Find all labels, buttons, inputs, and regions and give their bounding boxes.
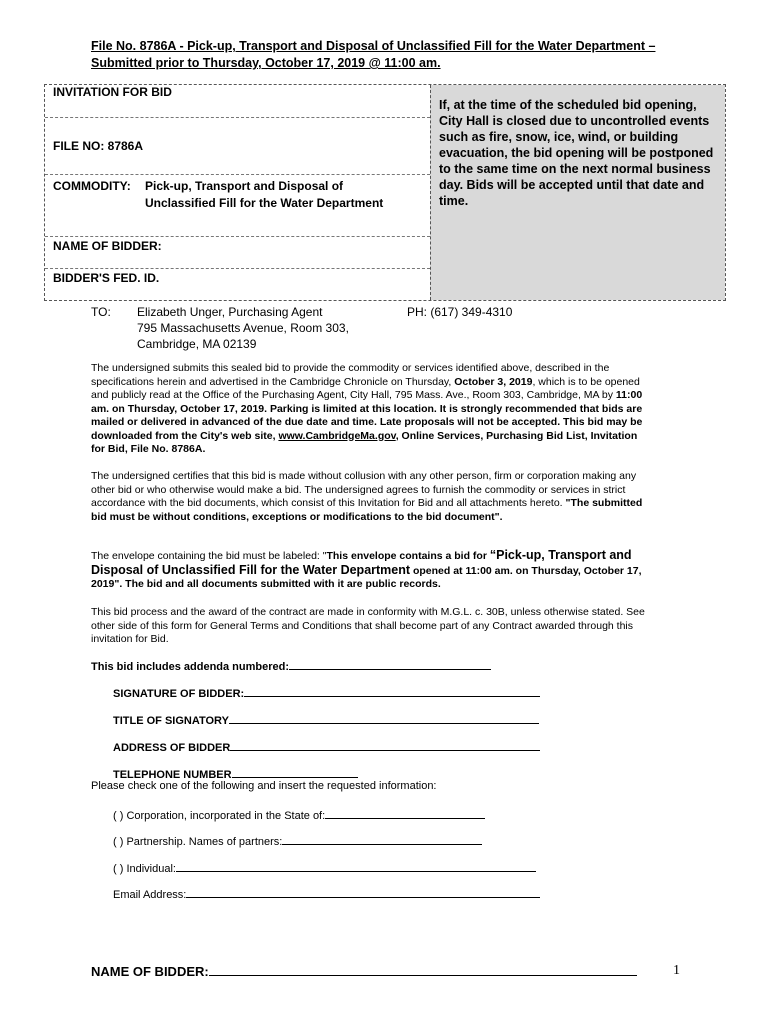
para3-text-1: The envelope containing the bid must be labeled: " [91,550,327,562]
corporation-option[interactable] [113,807,485,822]
address-of-bidder-field[interactable] [113,739,540,754]
email-field[interactable] [113,886,540,901]
telephone-label: TELEPHONE NUMBER [113,769,232,781]
closure-notice: If, at the time of the scheduled bid opening, City Hall is closed due to uncontrolled events such as fire, snow, ice, wind, or building evacuation, the bid opening will be postponed to the same time on the next normal business day. Bids will be accepted until that date and time. [439,98,714,208]
phone-number: PH: (617) 349-4310 [407,305,513,319]
addenda-field[interactable] [91,658,491,673]
paragraph-certification [91,470,651,524]
address-of-bidder-line[interactable] [230,739,540,751]
address-of-bidder-label: ADDRESS OF BIDDER [113,742,231,754]
email-line[interactable] [186,886,540,898]
paragraph-envelope [91,549,651,592]
footer-name-of-bidder[interactable] [91,962,637,979]
partnership-names-line[interactable] [282,833,482,845]
bid-info-box [44,84,726,301]
addenda-label: This bid includes addenda numbered: [91,661,290,673]
commodity-line-1: Pick-up, Transport and Disposal of [145,179,344,193]
commodity-cell [45,175,430,237]
para1-date: October 3, 2019 [454,375,533,388]
individual-line[interactable] [176,860,536,872]
closure-notice-panel [430,85,725,300]
telephone-field[interactable] [113,766,358,781]
title-of-signatory-label: TITLE OF SIGNATORY [113,715,229,727]
name-of-bidder-label: NAME OF BIDDER: [53,239,162,253]
address-lines [137,304,437,352]
para2-text: The undersigned certifies that this bid is made without collusion with any other person, firm or corporation making any other bid or who otherwise would make a bid. The undersigned agrees to furnish the commodity or services in strict accordance with the bid documents, which consist of this Invitation for Bid and all attachments hereto. [91,470,637,509]
address-line-1: Elizabeth Unger, Purchasing Agent [137,305,323,319]
commodity-line-2: Unclassified Fill for the Water Department [145,196,384,210]
para1-text-2: , which is to be opened and publicly read at the Office of the Purchasing Agent, City Hall, 795 Mass. Ave., Room 303, Cambridge, MA by [91,375,640,401]
para3-bold-text-2: opened at 11:00 am. on Thursday, October 17, 2019". The bid and all documents submitted with it are public records. [91,564,642,590]
invitation-cell [45,85,430,117]
para1-text-1: The undersigned submits this sealed bid to provide the commodity or services identified above, described in the specifications herein and advertised in the Cambridge Chronicle on Thursday, [91,362,610,388]
city-website-link[interactable]: www.CambridgeMa.gov [278,429,396,442]
para3-commodity-name: “Pick-up, Transport and Disposal of Unclassified Fill for the Water Department [91,548,632,577]
bid-info-left [45,85,430,300]
individual-label: ( ) Individual: [113,863,176,875]
partnership-option[interactable] [113,833,482,848]
file-no-cell [45,118,430,175]
corporation-state-line[interactable] [325,807,485,819]
fed-id-label: BIDDER'S FED. ID. [53,271,160,285]
addenda-line[interactable] [289,658,491,670]
paragraph-conformity: This bid process and the award of the contract are made in conformity with M.G.L. c. 30B, unless otherwise stated. See other side of this form for General Terms and Conditions that shall become part of any Contract awarded through this invitation for Bid. [91,606,645,645]
check-instruction: Please check one of the following and insert the requested information: [91,780,437,792]
name-of-bidder-cell[interactable] [45,237,430,269]
para1-bold-text-2: , Online Services, Purchasing Bid List, Invitation for Bid, File No. 8786A. [91,429,638,455]
document-title [91,38,711,72]
signature-line[interactable] [244,685,540,697]
title-of-signatory-field[interactable] [113,712,539,727]
to-label: TO: [91,305,111,319]
page-number: 1 [673,963,680,978]
para3-bold-text: This envelope contains a bid for [326,550,490,562]
title-of-signatory-line[interactable] [229,712,539,724]
individual-option[interactable] [113,860,536,875]
invitation-heading: INVITATION FOR BID [53,85,172,99]
address-line-3: Cambridge, MA 02139 [137,337,257,351]
title-line-2: Submitted prior to Thursday, October 17, 2019 @ 11:00 am. [91,56,441,70]
telephone-line[interactable] [232,766,358,778]
address-line-2: 795 Massachusetts Avenue, Room 303, [137,321,349,335]
para1-bold-text: 11:00 am. on Thursday, October 17, 2019. Parking is limited at this location. It is strongly recommended that bids are mailed or delivered in advanced of the due date and time. Late proposals will not be accepted. This bid may be downloaded from the City's web site, [91,389,643,442]
footer-name-line[interactable] [209,962,637,976]
commodity-label: COMMODITY: [53,179,131,193]
footer-name-label: NAME OF BIDDER: [91,964,209,979]
paragraph-submission [91,362,651,457]
para2-bold-text: "The submitted bid must be without conditions, exceptions or modifications to the bid document". [91,497,643,523]
email-label: Email Address: [113,889,187,901]
signature-field[interactable] [113,685,540,700]
title-line-1: File No. 8786A - Pick-up, Transport and Disposal of Unclassified Fill for the Water Department – [91,39,656,53]
file-no: FILE NO: 8786A [53,139,144,153]
fed-id-cell[interactable] [45,269,430,300]
corporation-label: ( ) Corporation, incorporated in the State of: [113,810,326,822]
partnership-label: ( ) Partnership. Names of partners: [113,836,283,848]
signature-label: SIGNATURE OF BIDDER: [113,688,245,700]
